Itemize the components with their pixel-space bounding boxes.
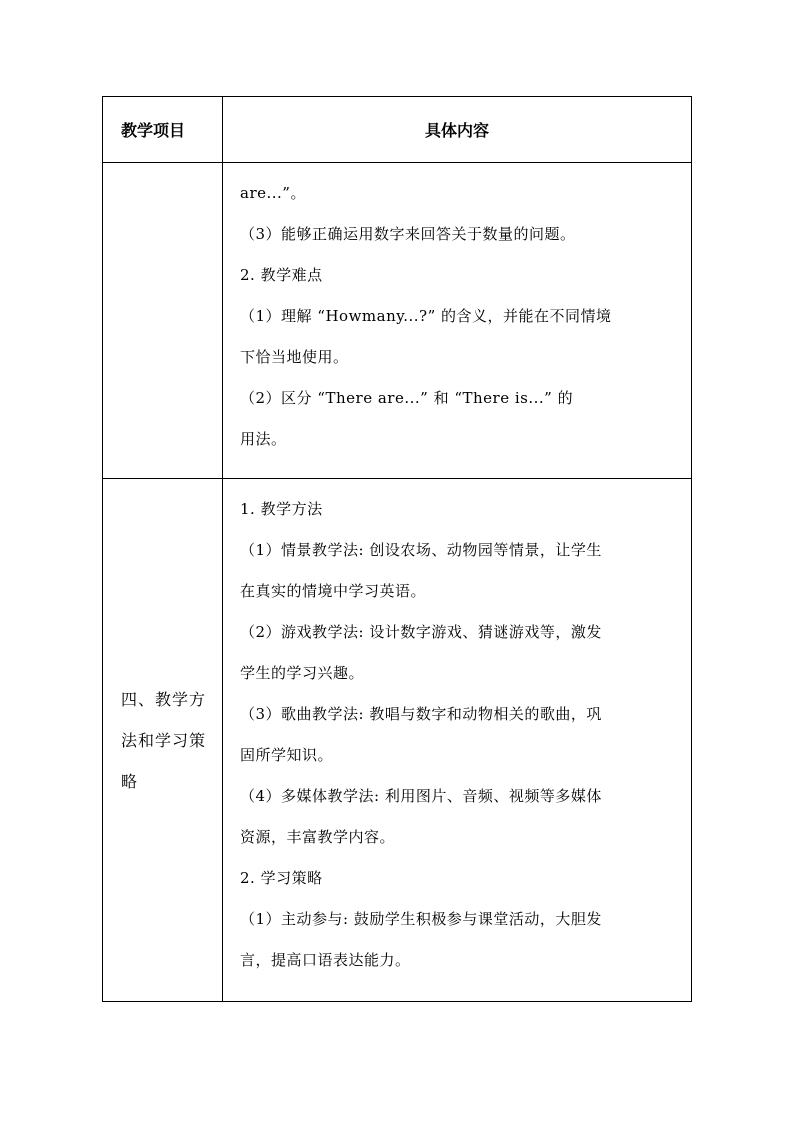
content-line: 2. 学习策略 xyxy=(240,869,323,887)
row-label-cell xyxy=(103,163,223,479)
content-line: 在真实的情境中学习英语。 xyxy=(240,582,427,600)
content-line: 1. 教学方法 xyxy=(240,500,323,518)
header-content-label: 具体内容 xyxy=(424,121,489,140)
content-line: 用法。 xyxy=(240,430,287,448)
content-line: 固所学知识。 xyxy=(240,746,334,764)
row-label: 四、教学方法和学习策略 xyxy=(121,689,207,791)
header-cell-content xyxy=(223,97,692,163)
row-content-cell xyxy=(223,479,692,1002)
row-label-cell xyxy=(103,479,223,1002)
content-line: （3）歌曲教学法: 教唱与数字和动物相关的歌曲，巩 xyxy=(240,705,602,723)
row-content-cell xyxy=(223,163,692,479)
content-line: are...”。 xyxy=(240,184,306,202)
content-line: （1）理解 “Howmany...?” 的含义，并能在不同情境 xyxy=(240,307,612,325)
content-table xyxy=(102,96,692,1002)
content-line: （3）能够正确运用数字来回答关于数量的问题。 xyxy=(240,225,576,243)
content-line: （2）游戏教学法: 设计数字游戏、猜谜游戏等，激发 xyxy=(240,623,602,641)
table-row xyxy=(103,479,692,1002)
header-project-label: 教学项目 xyxy=(121,121,186,140)
content-line: （2）区分 “There are...” 和 “There is...” 的 xyxy=(240,389,574,407)
content-line: 言，提高口语表达能力。 xyxy=(240,951,411,969)
content-line: 2. 教学难点 xyxy=(240,266,323,284)
content-line: （1）主动参与: 鼓励学生积极参与课堂活动，大胆发 xyxy=(240,910,602,928)
content-line: （4）多媒体教学法: 利用图片、音频、视频等多媒体 xyxy=(240,787,602,805)
header-row xyxy=(103,97,692,163)
content-line: 学生的学习兴趣。 xyxy=(240,664,365,682)
header-cell-project xyxy=(103,97,223,163)
content-line: 下恰当地使用。 xyxy=(240,348,349,366)
table-row xyxy=(103,163,692,479)
content-line: 资源，丰富教学内容。 xyxy=(240,828,396,846)
content-line: （1）情景教学法: 创设农场、动物园等情景，让学生 xyxy=(240,541,602,559)
